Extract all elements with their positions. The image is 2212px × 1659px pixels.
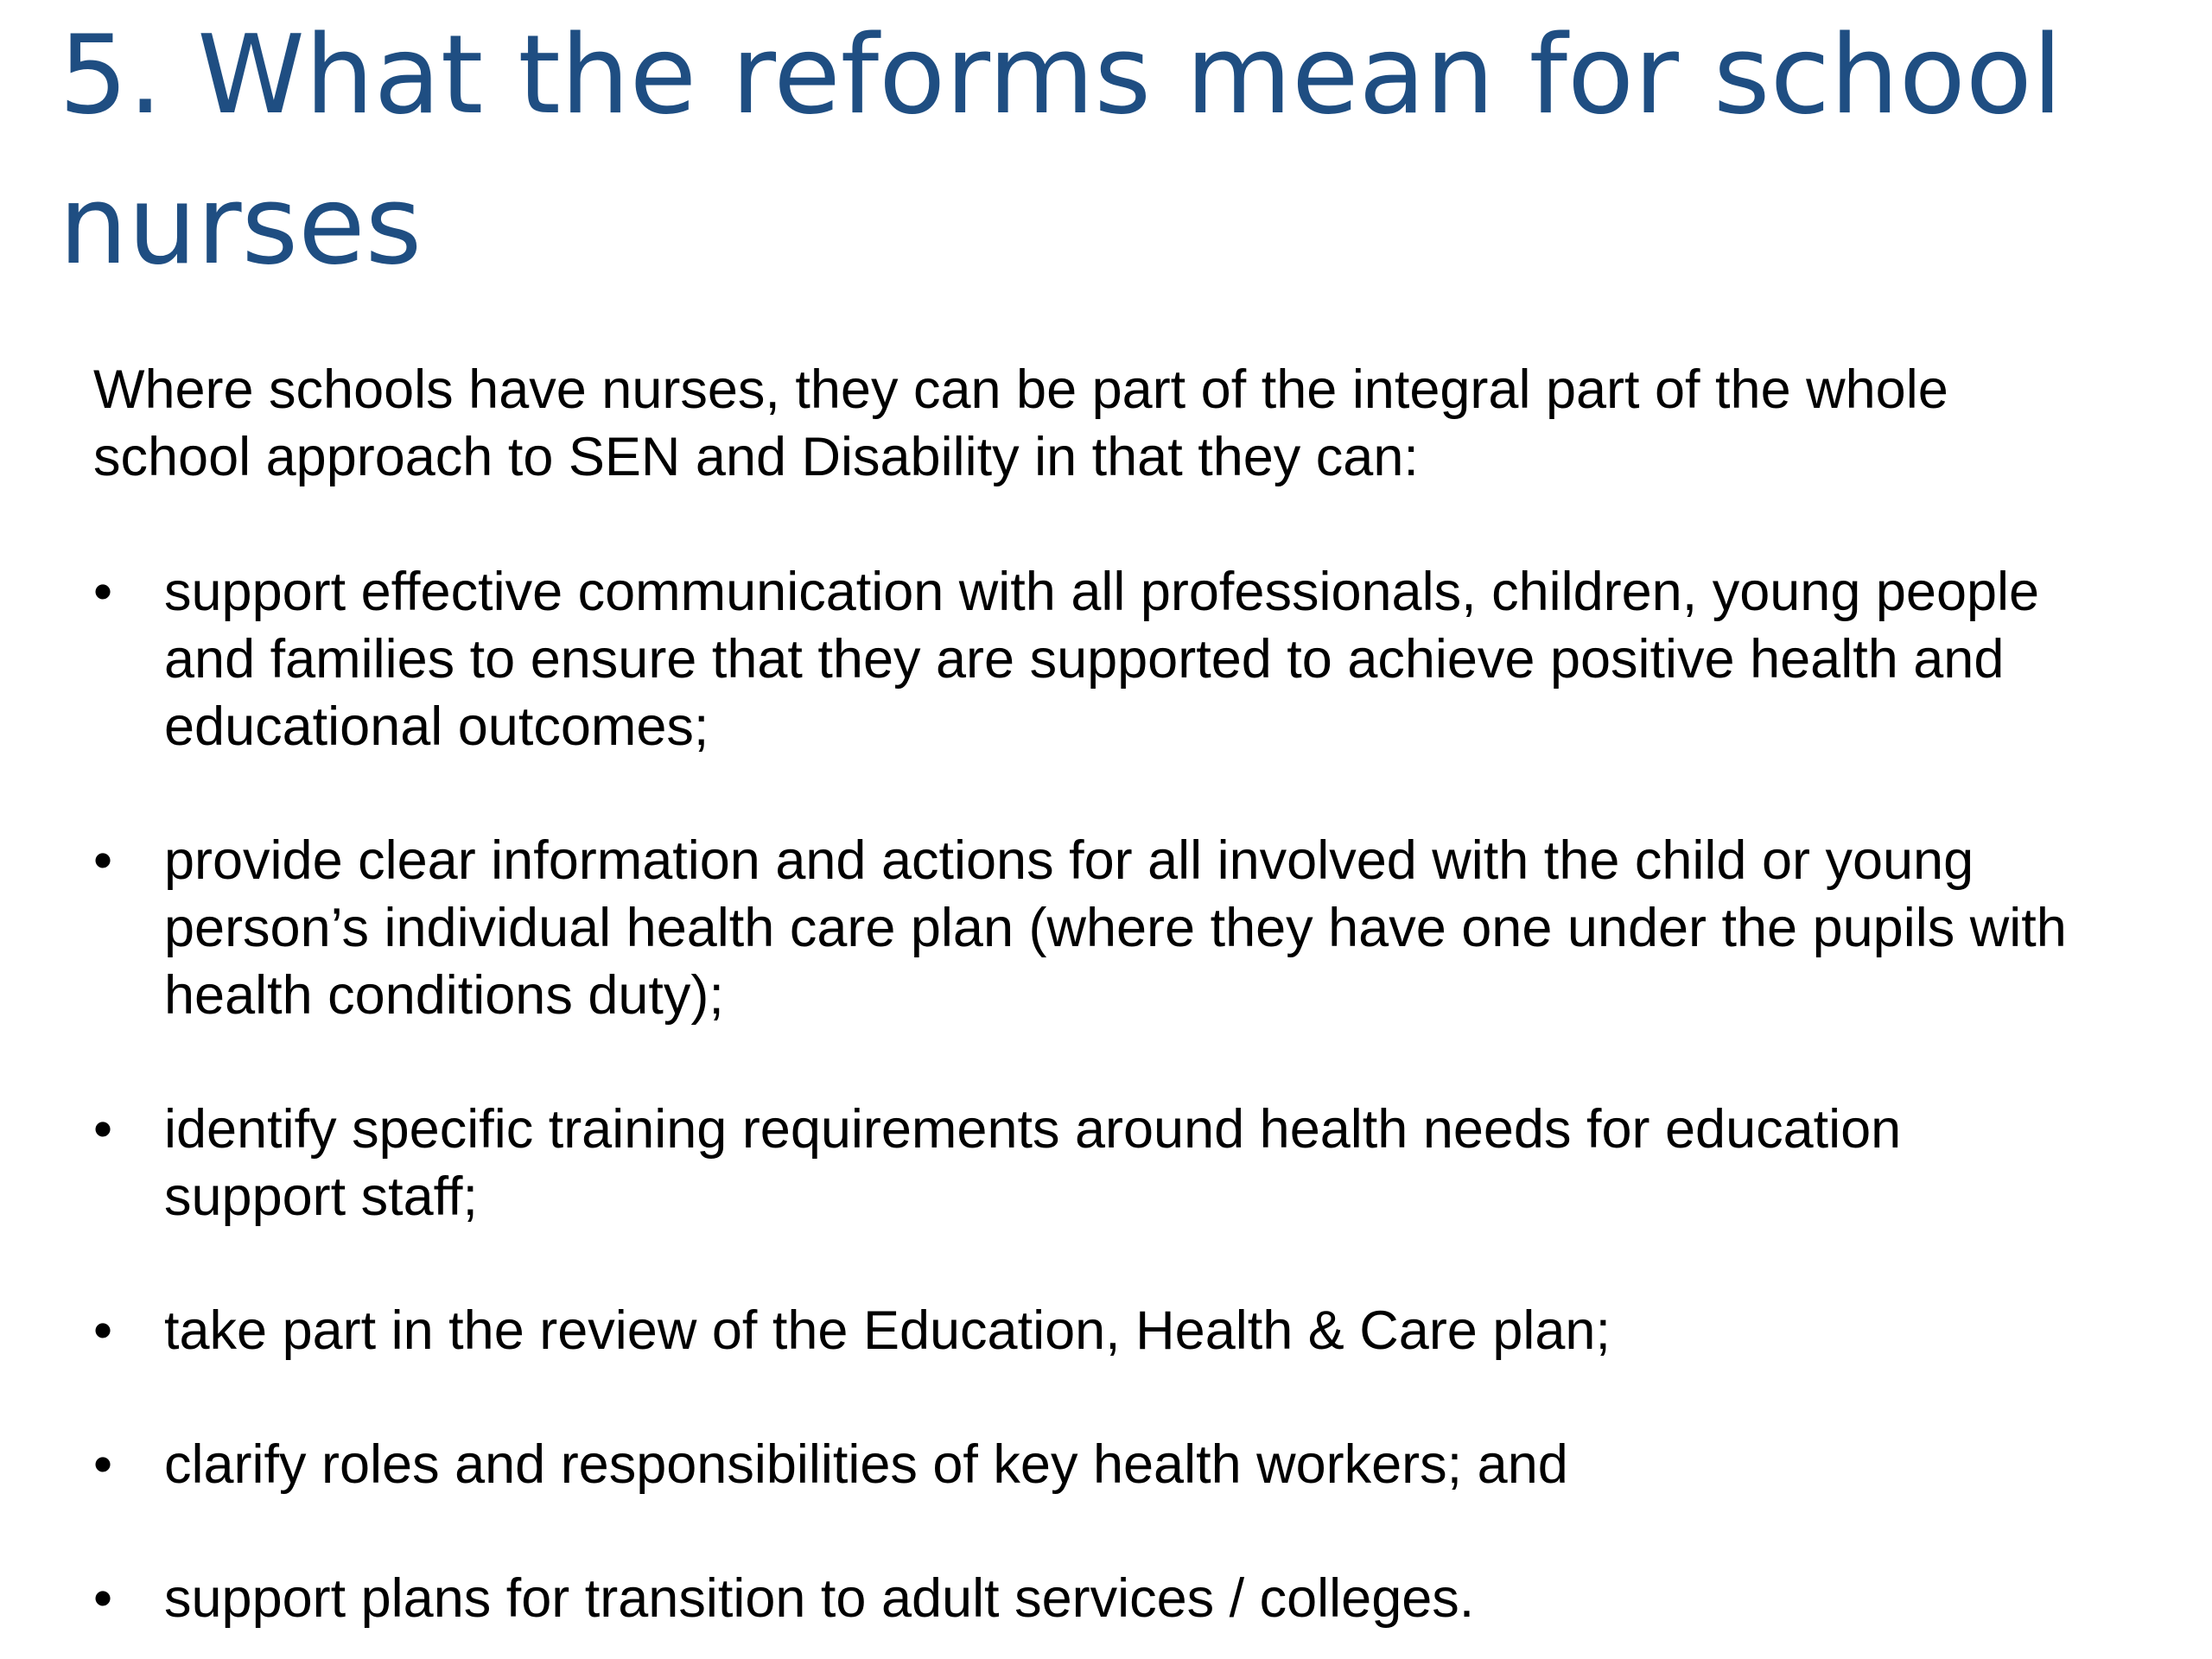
bullet-line: provide clear information and actions for all involved with the child or young [164,830,1974,891]
bullet-line: support plans for transition to adult services / colleges. [164,1568,1475,1629]
bullet-icon: • [93,1300,113,1361]
bullet-line: clarify roles and responsibilities of key health workers; and [164,1434,1568,1495]
intro-paragraph [93,356,2150,491]
bullet-line: educational outcomes; [164,696,709,757]
bullet-icon: • [93,1434,113,1495]
title-line: nurses [59,162,423,289]
bullet-line: person’s individual health care plan (where they have one under the pupils with [164,898,2067,958]
bullet-list [93,558,2167,1632]
bullet-line: support effective communication with all professionals, children, young people [164,562,2040,622]
bullet-item [93,558,2167,760]
bullet-icon: • [93,830,113,891]
bullet-line: take part in the review of the Education, Health & Care plan; [164,1300,1611,1361]
bullet-line: identify specific training requirements around health needs for education [164,1099,1902,1160]
title-line: 5. What the reforms mean for school [59,11,2063,138]
intro-line: Where schools have nurses, they can be part of the integral part of the whole [93,359,1948,420]
bullet-line: and families to ensure that they are supported to achieve positive health and [164,629,2005,690]
bullet-item [93,1431,2167,1498]
bullet-line: support staff; [164,1166,479,1227]
bullet-icon: • [93,562,113,622]
intro-line: school approach to SEN and Disability in that they can: [93,427,1419,487]
bullet-item [93,827,2167,1029]
slide-title [59,0,2133,301]
bullet-item [93,1565,2167,1632]
bullet-line: health conditions duty); [164,965,724,1026]
bullet-icon: • [93,1568,113,1629]
bullet-item [93,1096,2167,1230]
bullet-item [93,1297,2167,1364]
bullet-icon: • [93,1099,113,1160]
